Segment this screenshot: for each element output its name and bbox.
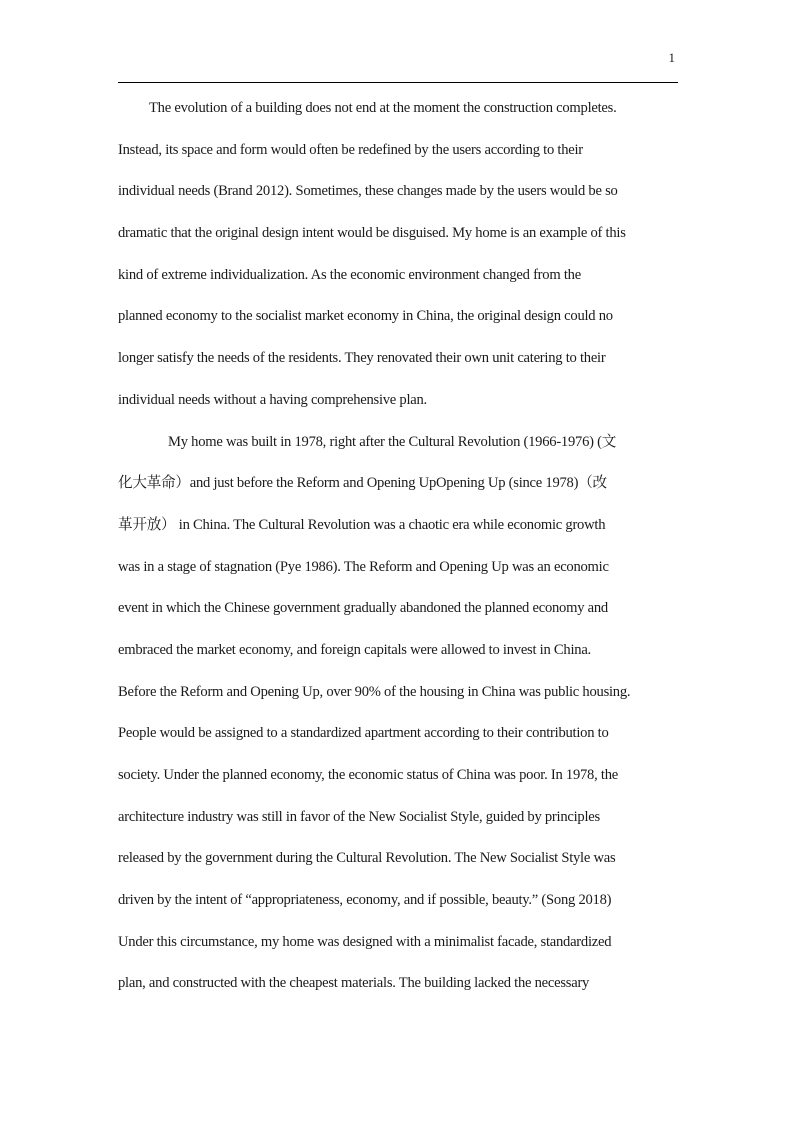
paragraph-2-line: 革开放） in China. The Cultural Revolution was a chaotic era while economic growth	[118, 516, 606, 533]
header-rule	[118, 82, 678, 83]
paragraph-2-line: plan, and constructed with the cheapest materials. The building lacked the necessary	[118, 975, 590, 992]
paragraph-2-line: was in a stage of stagnation (Pye 1986). The Reform and Opening Up was an economic	[118, 558, 609, 575]
paragraph-2-line: Before the Reform and Opening Up, over 90% of the housing in China was public housing.	[118, 683, 631, 700]
paragraph-1-line: longer satisfy the needs of the residents. They renovated their own unit catering to their	[118, 350, 606, 367]
paragraph-2-line: driven by the intent of “appropriateness, economy, and if possible, beauty.” (Song 2018)	[118, 892, 612, 909]
paragraph-2-line: People would be assigned to a standardized apartment according to their contribution to	[118, 725, 609, 742]
page-number: 1	[668, 50, 675, 65]
paragraph-2-line: released by the government during the Cultural Revolution. The New Socialist Style was	[118, 850, 616, 867]
paragraph-1-line: The evolution of a building does not end at the moment the construction completes.	[149, 100, 617, 116]
paragraph-2-line: 化大革命）and just before the Reform and Opening UpOpening Up (since 1978)（改	[118, 475, 607, 492]
document-body	[118, 97, 684, 1014]
paragraph-1-line: Instead, its space and form would often be redefined by the users according to their	[118, 141, 583, 158]
paragraph-2-line: event in which the Chinese government gradually abandoned the planned economy and	[118, 600, 608, 617]
paragraph-1-line: dramatic that the original design intent would be disguised. My home is an example of this	[118, 225, 626, 242]
paragraph-1-line: planned economy to the socialist market economy in China, the original design could no	[118, 308, 613, 325]
paragraph-1-line: individual needs (Brand 2012). Sometimes, these changes made by the users would be so	[118, 183, 618, 200]
paragraph-2-line: embraced the market economy, and foreign capitals were allowed to invest in China.	[118, 641, 591, 658]
paragraph-2-line: Under this circumstance, my home was designed with a minimalist facade, standardized	[118, 933, 612, 950]
paragraph-2-line: My home was built in 1978, right after the Cultural Revolution (1966-1976) (文	[168, 433, 617, 450]
paragraph-1-line: kind of extreme individualization. As the economic environment changed from the	[118, 266, 581, 283]
paragraph-1-line: individual needs without a having comprehensive plan.	[118, 391, 427, 408]
paragraph-2-line: society. Under the planned economy, the economic status of China was poor. In 1978, the	[118, 767, 618, 783]
paragraph-2-line: architecture industry was still in favor of the New Socialist Style, guided by principles	[118, 808, 600, 825]
